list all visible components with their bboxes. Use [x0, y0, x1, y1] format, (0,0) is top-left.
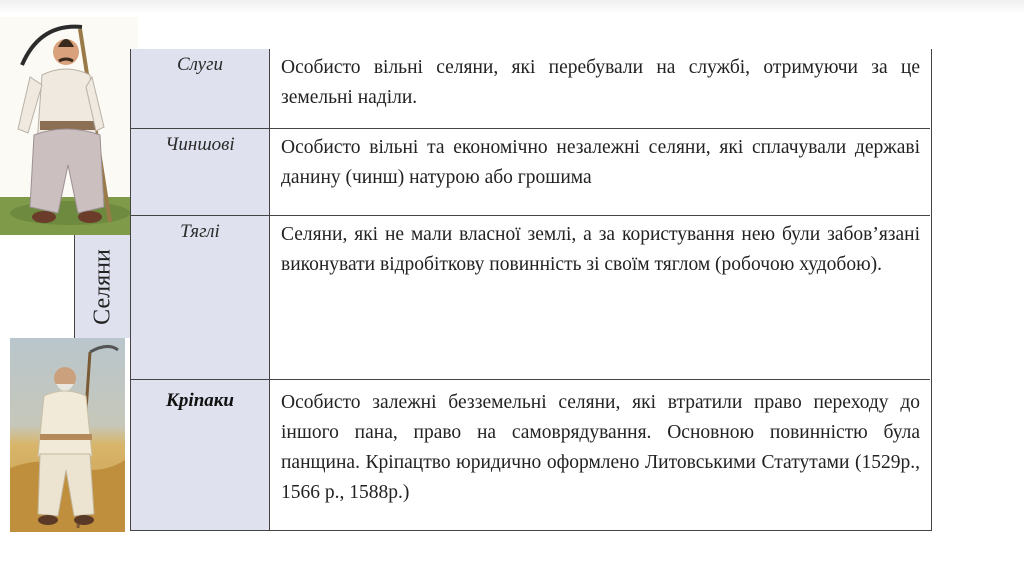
group-label-cell	[74, 235, 130, 338]
definition-cell: Особисто залежні безземельні селяни, які втратили право переходу до іншого пана, право на самоврядування. Основною повинністю була панщина. Кріпацтво юридично оформлено Литовськими Статутами (1529р., 1566 р., 1588р.)	[281, 392, 920, 503]
definition-cell: Особисто вільні та економічно незалежні селяни, які сплачували державі данину (чинш) натурою або грошима	[281, 137, 920, 188]
term-cell: Слуги	[130, 49, 270, 128]
table-row	[130, 380, 930, 530]
peasant-categories-table	[130, 49, 932, 531]
table-row	[130, 216, 930, 379]
top-shadow	[0, 0, 1024, 14]
term-cell: Тяглі	[130, 216, 270, 379]
definition-cell: Селяни, які не мали власної землі, а за користування нею були забов’язані виконувати відробіткову повинність зі своїм тяглом (робочою худобою).	[281, 224, 920, 275]
term-cell: Кріпаки	[130, 380, 270, 530]
table-row	[130, 129, 930, 215]
cossack-with-scythe-illustration	[0, 17, 138, 235]
peasant-with-scythe-illustration	[10, 338, 125, 532]
definition-cell: Особисто вільні селяни, які перебували на службі, отримуючи за це земельні наділи.	[281, 57, 920, 108]
term-cell: Чиншові	[130, 129, 270, 215]
group-label: Селяни	[89, 248, 115, 325]
table-row	[130, 49, 930, 128]
